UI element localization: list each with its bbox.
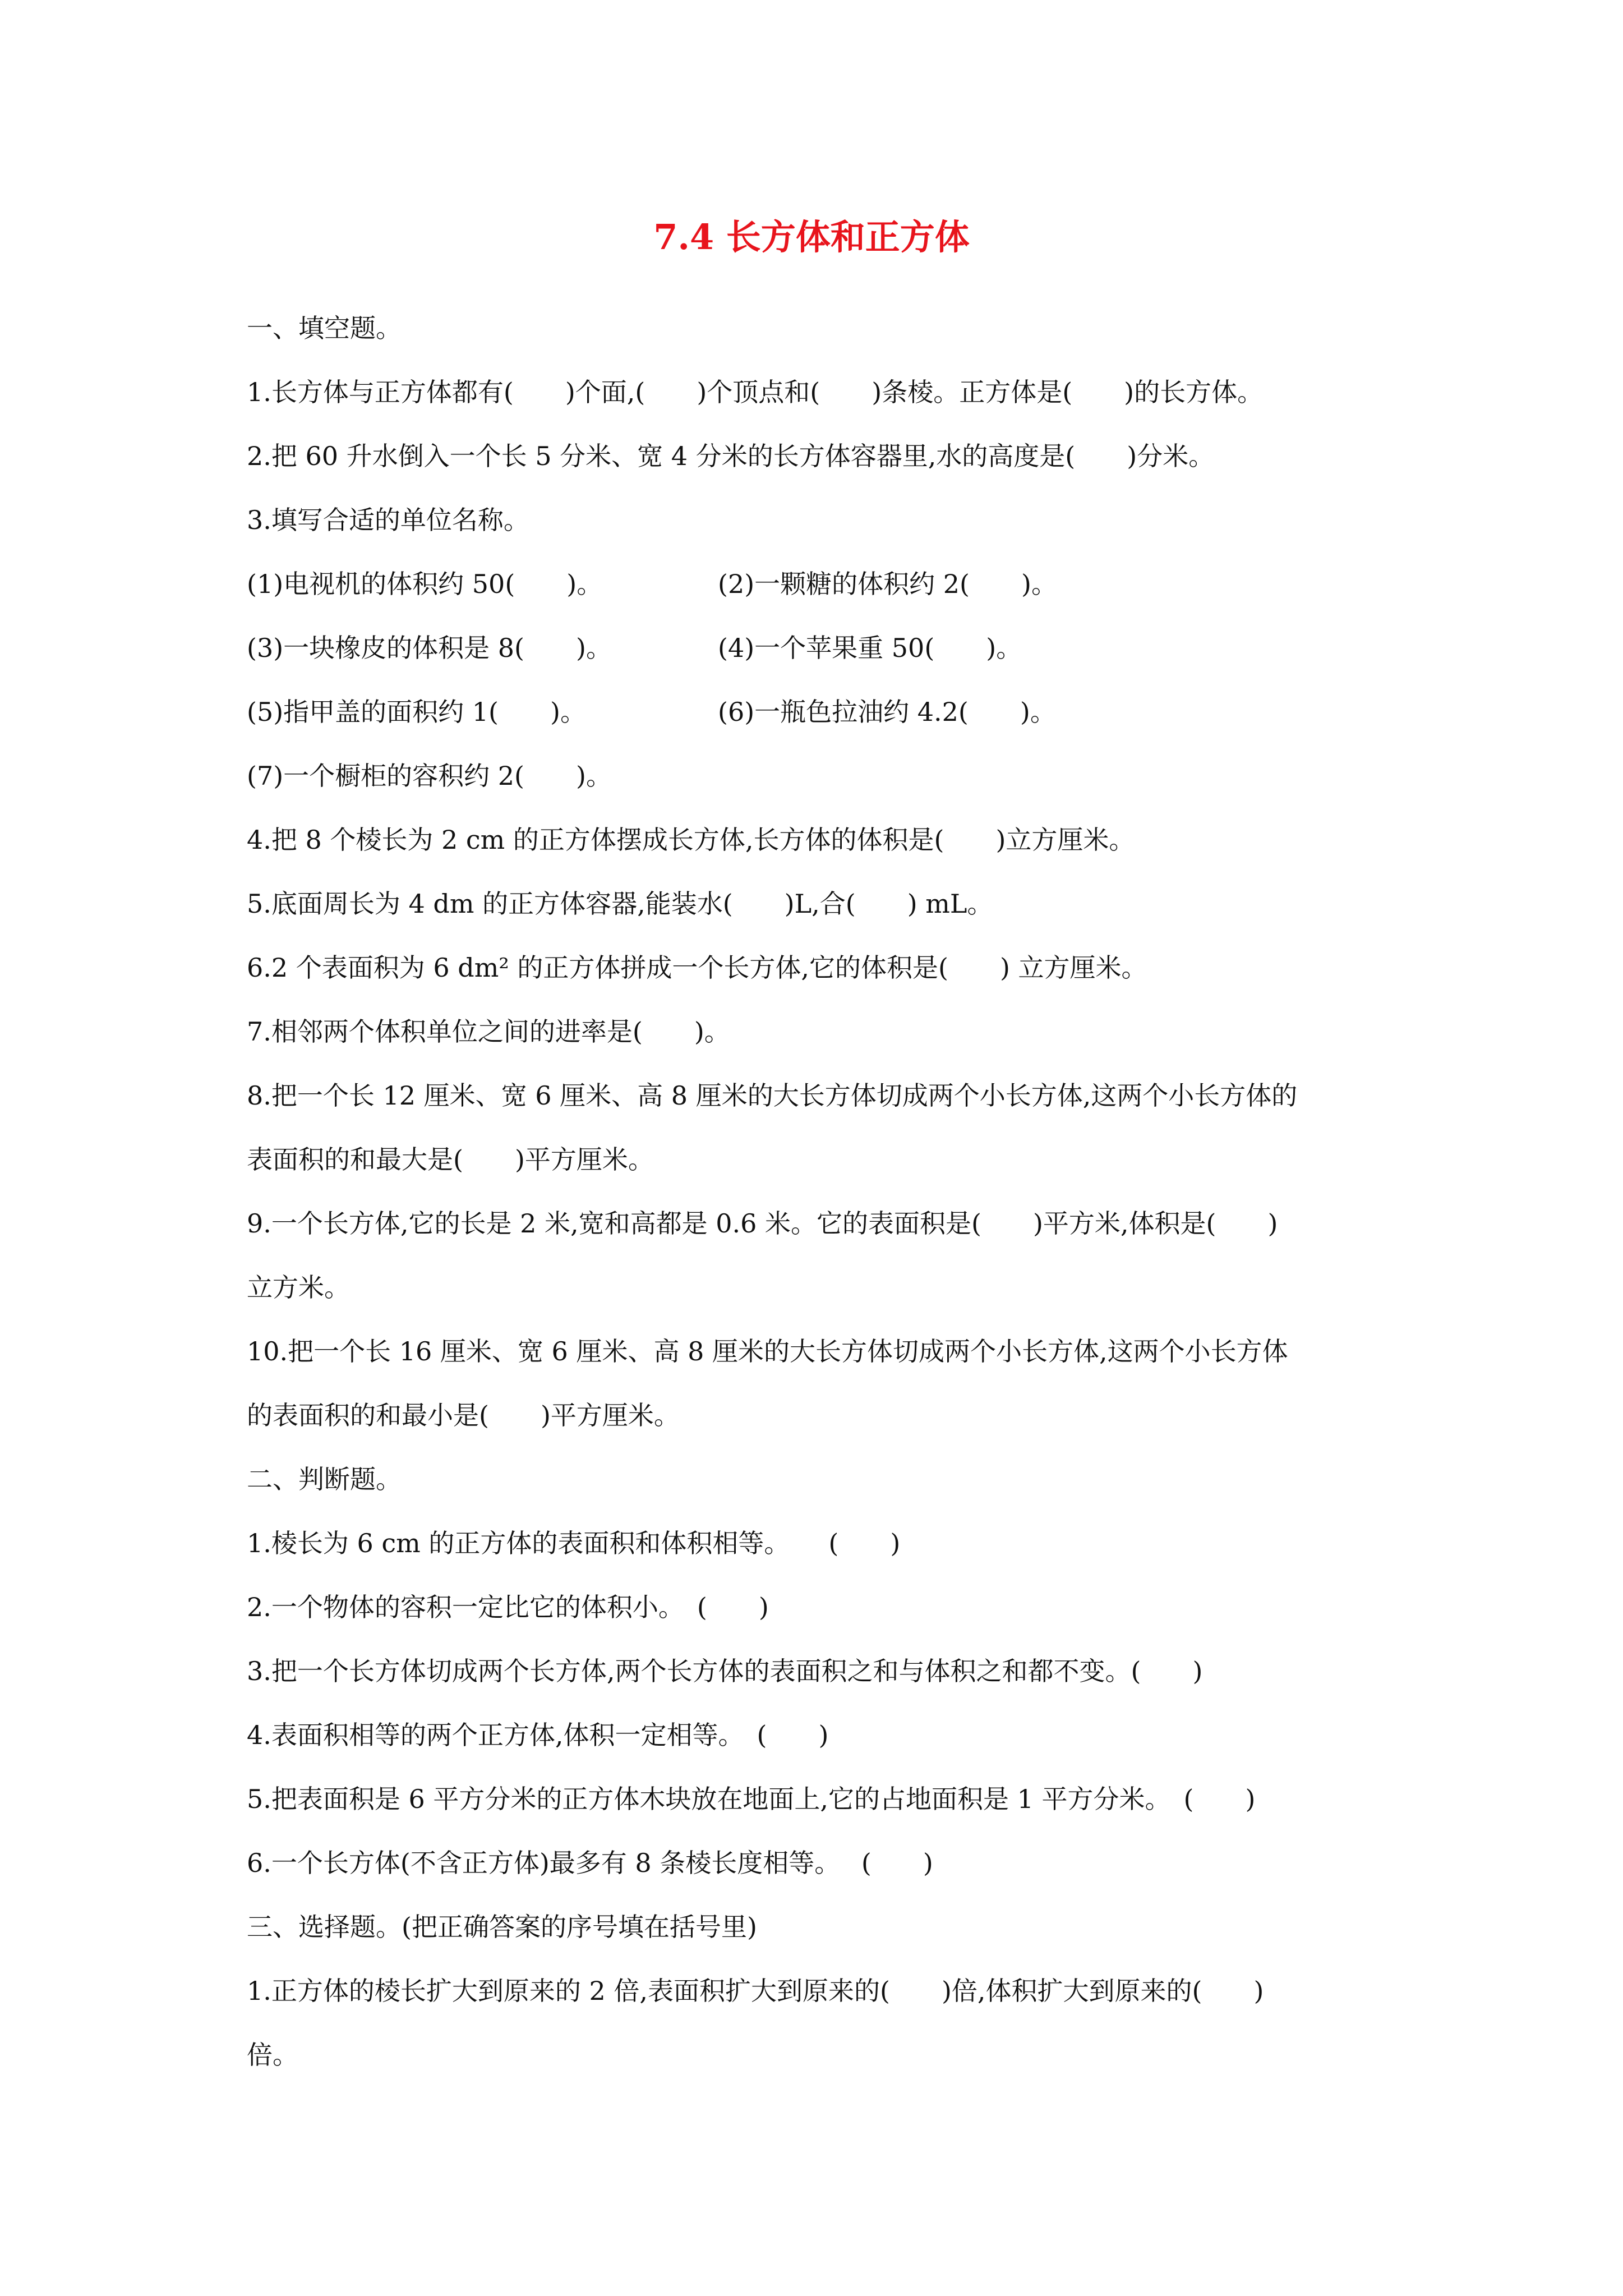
fill-question-8-line-2: 表面积的和最大是( )平方厘米。: [247, 1144, 654, 1175]
fill-question-9-line-2: 立方米。: [247, 1272, 350, 1303]
fill-question-10-line-1: 10.把一个长 16 厘米、宽 6 厘米、高 8 厘米的大长方体切成两个小长方体,这两个小长方体: [247, 1336, 1288, 1366]
section-heading-true-false: 二、判断题。: [247, 1464, 402, 1494]
page-title: 7.4 长方体和正方体: [653, 217, 970, 257]
unit-item-4: (4)一个苹果重 50( )。: [718, 633, 1022, 663]
unit-item-7: (7)一个橱柜的容积约 2( )。: [247, 761, 612, 791]
fill-question-4: 4.把 8 个棱长为 2 cm 的正方体摆成长方体,长方体的体积是( )立方厘米。: [247, 825, 1135, 855]
section-heading-choice: 三、选择题。(把正确答案的序号填在括号里): [247, 1912, 757, 1942]
unit-items-row-2: [247, 616, 1396, 680]
unit-items-row-1: [247, 552, 1396, 616]
unit-item-5: (5)指甲盖的面积约 1( )。: [247, 697, 586, 727]
choice-question-1-line-2: 倍。: [247, 2040, 298, 2070]
judge-question-2: 2.一个物体的容积一定比它的体积小。 ( ): [247, 1592, 769, 1622]
fill-question-1: 1.长方体与正方体都有( )个面,( )个顶点和( )条棱。正方体是( )的长方体。: [247, 377, 1264, 407]
unit-item-6: (6)一瓶色拉油约 4.2( )。: [718, 697, 1056, 727]
judge-question-4: 4.表面积相等的两个正方体,体积一定相等。 ( ): [247, 1720, 829, 1750]
unit-item-3: (3)一块橡皮的体积是 8( )。: [247, 633, 612, 663]
fill-question-3: 3.填写合适的单位名称。: [247, 505, 529, 535]
fill-question-5: 5.底面周长为 4 dm 的正方体容器,能装水( )L,合( ) mL。: [247, 889, 993, 919]
judge-question-6: 6.一个长方体(不含正方体)最多有 8 条棱长度相等。 ( ): [247, 1848, 933, 1878]
fill-question-7: 7.相邻两个体积单位之间的进率是( )。: [247, 1016, 730, 1047]
fill-question-6: 6.2 个表面积为 6 dm² 的正方体拼成一个长方体,它的体积是( ) 立方厘米。: [247, 953, 1147, 983]
fill-question-2: 2.把 60 升水倒入一个长 5 分米、宽 4 分米的长方体容器里,水的高度是( )分米。: [247, 441, 1215, 471]
unit-item-1: (1)电视机的体积约 50( )。: [247, 569, 603, 599]
section-heading-fill-blank: 一、填空题。: [247, 313, 402, 343]
unit-items-row-4: [247, 744, 1396, 808]
fill-question-10-line-2: 的表面积的和最小是( )平方厘米。: [247, 1400, 680, 1430]
judge-question-5: 5.把表面积是 6 平方分米的正方体木块放在地面上,它的占地面积是 1 平方分米。 ( ): [247, 1784, 1256, 1814]
fill-question-9-line-1: 9.一个长方体,它的长是 2 米,宽和高都是 0.6 米。它的表面积是( )平方米,体积是( ): [247, 1208, 1278, 1239]
unit-items-row-3: [247, 680, 1396, 744]
worksheet-content: [247, 296, 1396, 2087]
fill-question-8-line-1: 8.把一个长 12 厘米、宽 6 厘米、高 8 厘米的大长方体切成两个小长方体,这两个小长方体的: [247, 1080, 1298, 1111]
unit-item-2: (2)一颗糖的体积约 2( )。: [718, 569, 1057, 599]
judge-question-1: 1.棱长为 6 cm 的正方体的表面积和体积相等。 ( ): [247, 1528, 901, 1558]
judge-question-3: 3.把一个长方体切成两个长方体,两个长方体的表面积之和与体积之和都不变。( ): [247, 1656, 1203, 1686]
choice-question-1-line-1: 1.正方体的棱长扩大到原来的 2 倍,表面积扩大到原来的( )倍,体积扩大到原来的( ): [247, 1976, 1264, 2006]
